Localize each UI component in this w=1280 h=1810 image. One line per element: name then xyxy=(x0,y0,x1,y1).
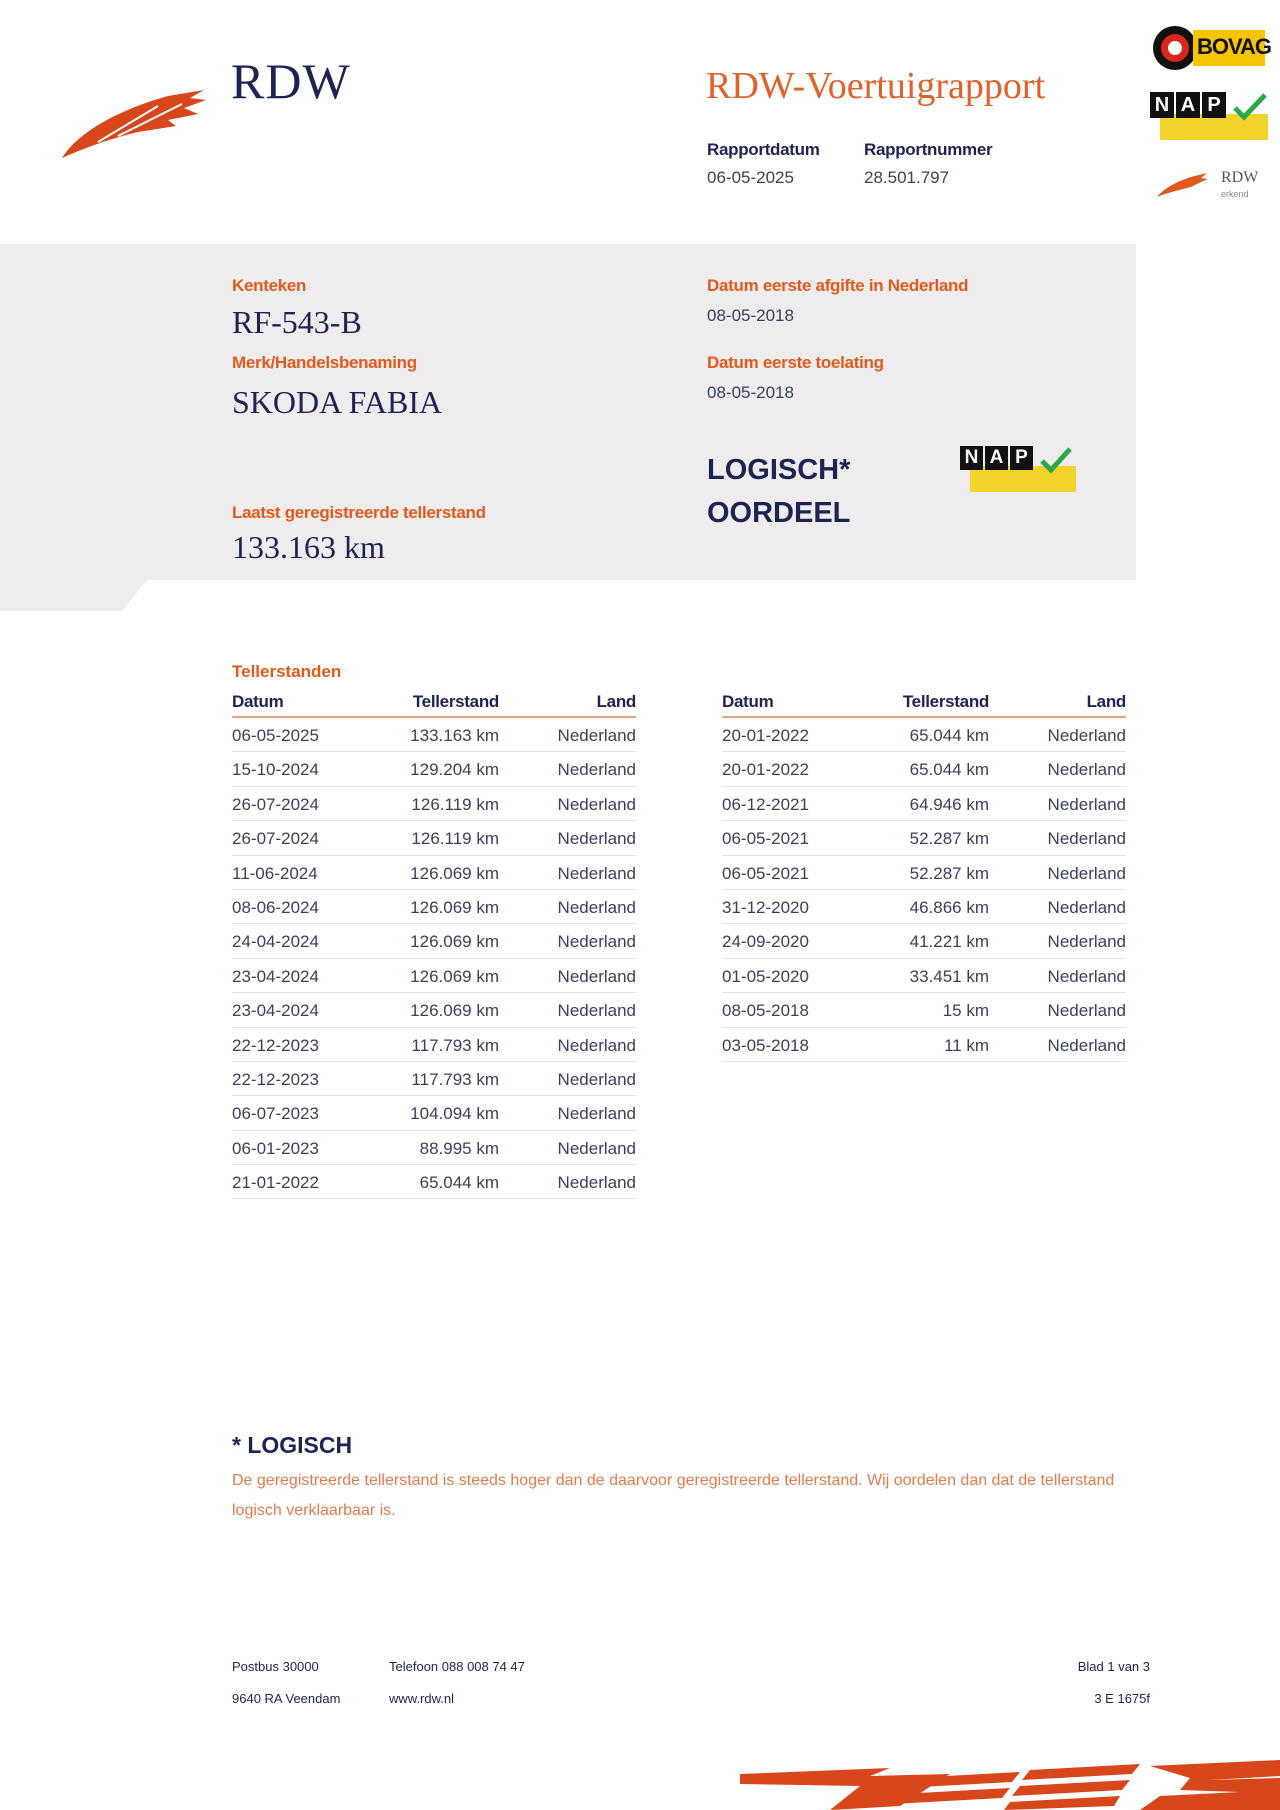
reading-date: 15-10-2024 xyxy=(232,760,319,780)
reading-date: 01-05-2020 xyxy=(722,966,809,986)
reading-country: Nederland xyxy=(1047,1035,1126,1055)
reading-date: 24-09-2020 xyxy=(722,932,809,952)
table-row xyxy=(232,752,636,786)
reading-country: Nederland xyxy=(557,1035,636,1055)
reading-odometer: 11 km xyxy=(943,1035,989,1055)
reading-country: Nederland xyxy=(557,794,636,814)
nap-letter: A xyxy=(1176,92,1200,118)
reading-date: 26-07-2024 xyxy=(232,829,319,849)
footer-phone: Telefoon 088 008 74 47 xyxy=(389,1659,525,1674)
readings-table-right xyxy=(722,690,1126,1062)
reading-date: 22-12-2023 xyxy=(232,1035,319,1055)
reading-country: Nederland xyxy=(557,863,636,883)
reading-country: Nederland xyxy=(557,932,636,952)
plate-label: Kenteken xyxy=(232,276,307,295)
make-label: Merk/Handelsbenaming xyxy=(232,353,417,372)
rdw-small-logo-icon xyxy=(1155,169,1209,199)
check-icon xyxy=(1039,446,1073,474)
nap-letter: N xyxy=(960,446,983,470)
table-row xyxy=(232,959,636,993)
table-row xyxy=(722,924,1126,958)
footnote-text: De geregistreerde tellerstand is steeds hoger dan de daarvoor geregistreerde tellerstand. Wij oordelen dan dat de tellerstand logisch verklaarbaar is. xyxy=(232,1472,1115,1519)
report-number-label: Rapportnummer xyxy=(864,140,993,159)
table-row xyxy=(232,1096,636,1130)
reading-odometer: 64.946 km xyxy=(909,794,989,814)
report-title: RDW-Voertuigrapport xyxy=(706,65,1046,107)
decorative-stripes-icon xyxy=(740,1756,1280,1810)
rdw-erkend-sub: erkend xyxy=(1221,189,1249,199)
plate-value: RF-543-B xyxy=(232,304,362,340)
table-row xyxy=(232,1131,636,1165)
col-odometer: Tellerstand xyxy=(902,692,989,711)
reading-country: Nederland xyxy=(557,726,636,745)
reading-country: Nederland xyxy=(557,966,636,986)
table-row xyxy=(722,787,1126,821)
odometer-value: 133.163 km xyxy=(232,529,385,565)
reading-date: 23-04-2024 xyxy=(232,1001,319,1021)
footnote-title: * LOGISCH xyxy=(232,1432,353,1458)
check-icon xyxy=(1232,92,1268,122)
first-nl-value: 08-05-2018 xyxy=(707,306,794,325)
reading-country: Nederland xyxy=(1047,897,1126,917)
table-row xyxy=(722,890,1126,924)
table-row xyxy=(232,993,636,1027)
footer-page: Blad 1 van 3 xyxy=(1077,1659,1150,1674)
footer-address2: 9640 RA Veendam xyxy=(232,1691,341,1706)
table-row xyxy=(232,1062,636,1096)
reading-date: 23-04-2024 xyxy=(232,966,319,986)
reading-country: Nederland xyxy=(1047,760,1126,780)
col-date: Datum xyxy=(232,692,284,711)
table-row xyxy=(722,718,1126,752)
reading-odometer: 15 km xyxy=(942,1001,989,1021)
vehicle-summary-panel xyxy=(0,244,1136,611)
reading-country: Nederland xyxy=(1047,726,1126,745)
reading-date: 26-07-2024 xyxy=(232,794,319,814)
table-row xyxy=(232,924,636,958)
reading-country: Nederland xyxy=(557,1069,636,1089)
nap-letter: A xyxy=(985,446,1008,470)
table-row xyxy=(232,718,636,752)
reading-odometer: 52.287 km xyxy=(909,863,989,883)
reading-date: 06-05-2021 xyxy=(722,863,809,883)
reading-odometer: 33.451 km xyxy=(909,966,989,986)
col-odometer: Tellerstand xyxy=(412,692,499,711)
first-admission-label: Datum eerste toelating xyxy=(707,353,884,372)
bovag-badge xyxy=(1153,26,1272,70)
reading-odometer: 88.995 km xyxy=(419,1138,499,1158)
reading-date: 11-06-2024 xyxy=(232,863,318,883)
reading-date: 06-07-2023 xyxy=(232,1104,319,1124)
make-value: SKODA FABIA xyxy=(232,384,443,420)
reading-odometer: 133.163 km xyxy=(410,726,499,745)
reading-date: 08-05-2018 xyxy=(722,1001,809,1021)
table-row xyxy=(232,856,636,890)
odometer-label: Laatst geregistreerde tellerstand xyxy=(232,503,486,522)
table-row xyxy=(232,821,636,855)
reading-odometer: 65.044 km xyxy=(909,726,989,745)
table-row xyxy=(722,959,1126,993)
nap-badge-top xyxy=(1150,92,1268,140)
rdw-erkend-brand: RDW xyxy=(1221,169,1259,186)
reading-date: 03-05-2018 xyxy=(722,1035,809,1055)
reading-odometer: 126.119 km xyxy=(411,794,499,814)
rdw-erkend-badge xyxy=(1155,165,1267,201)
reading-odometer: 117.793 km xyxy=(411,1035,499,1055)
report-date-label: Rapportdatum xyxy=(707,140,820,159)
reading-odometer: 65.044 km xyxy=(909,760,989,780)
footer-code: 3 E 1675f xyxy=(1094,1691,1150,1706)
nap-badge-panel xyxy=(960,446,1076,492)
reading-country: Nederland xyxy=(1047,1001,1126,1021)
table-row xyxy=(722,993,1126,1027)
reading-country: Nederland xyxy=(557,1104,636,1124)
reading-country: Nederland xyxy=(1047,966,1126,986)
report-number: 28.501.797 xyxy=(864,168,950,187)
reading-country: Nederland xyxy=(557,829,636,849)
report-date: 06-05-2025 xyxy=(707,168,794,187)
rdw-logo-icon xyxy=(58,82,208,162)
reading-date: 24-04-2024 xyxy=(232,932,319,952)
reading-country: Nederland xyxy=(1047,829,1126,849)
table-header xyxy=(722,690,1126,718)
reading-odometer: 52.287 km xyxy=(909,829,989,849)
reading-odometer: 126.069 km xyxy=(410,966,499,986)
verdict-line1: LOGISCH* xyxy=(707,454,851,486)
table-row xyxy=(232,787,636,821)
reading-country: Nederland xyxy=(557,1138,636,1158)
table-row xyxy=(722,1028,1126,1062)
reading-date: 08-06-2024 xyxy=(232,897,319,917)
reading-country: Nederland xyxy=(557,760,636,780)
bovag-text: BOVAG xyxy=(1197,34,1272,59)
reading-date: 06-12-2021 xyxy=(722,794,809,814)
reading-date: 22-12-2023 xyxy=(232,1069,319,1089)
reading-date: 06-05-2025 xyxy=(232,726,319,745)
reading-odometer: 126.069 km xyxy=(410,932,499,952)
footer-address1: Postbus 30000 xyxy=(232,1659,319,1674)
footer-web-link[interactable]: www.rdw.nl xyxy=(389,1691,455,1706)
reading-country: Nederland xyxy=(557,1173,636,1193)
reading-odometer: 46.866 km xyxy=(909,897,989,917)
brand-name: RDW xyxy=(231,53,351,109)
readings-title: Tellerstanden xyxy=(232,662,342,681)
reading-country: Nederland xyxy=(1047,863,1126,883)
table-row xyxy=(232,1165,636,1199)
reading-odometer: 126.069 km xyxy=(410,1001,499,1021)
reading-country: Nederland xyxy=(557,1001,636,1021)
table-header xyxy=(232,690,636,718)
reading-odometer: 65.044 km xyxy=(419,1173,499,1193)
nap-letter: P xyxy=(1202,92,1226,118)
table-row xyxy=(722,821,1126,855)
reading-country: Nederland xyxy=(1047,794,1126,814)
reading-date: 06-05-2021 xyxy=(722,829,809,849)
col-country: Land xyxy=(596,692,636,711)
reading-odometer: 126.069 km xyxy=(410,863,499,883)
reading-date: 31-12-2020 xyxy=(722,897,809,917)
table-row xyxy=(722,752,1126,786)
table-row xyxy=(232,1028,636,1062)
nap-letter: N xyxy=(1150,92,1174,118)
reading-date: 20-01-2022 xyxy=(722,726,809,745)
reading-date: 21-01-2022 xyxy=(232,1173,319,1193)
reading-date: 06-01-2023 xyxy=(232,1138,319,1158)
reading-odometer: 126.069 km xyxy=(410,897,499,917)
readings-table-left xyxy=(232,690,636,1199)
first-admission-value: 08-05-2018 xyxy=(707,383,794,402)
table-row xyxy=(232,890,636,924)
reading-odometer: 126.119 km xyxy=(411,829,499,849)
col-country: Land xyxy=(1086,692,1126,711)
first-nl-label: Datum eerste afgifte in Nederland xyxy=(707,276,969,295)
reading-country: Nederland xyxy=(557,897,636,917)
reading-date: 20-01-2022 xyxy=(722,760,809,780)
reading-country: Nederland xyxy=(1047,932,1126,952)
reading-odometer: 117.793 km xyxy=(411,1069,499,1089)
col-date: Datum xyxy=(722,692,774,711)
reading-odometer: 129.204 km xyxy=(410,760,499,780)
table-row xyxy=(722,856,1126,890)
nap-letter: P xyxy=(1010,446,1033,470)
verdict-line2: OORDEEL xyxy=(707,497,851,529)
reading-odometer: 104.094 km xyxy=(410,1104,499,1124)
reading-odometer: 41.221 km xyxy=(909,932,989,952)
